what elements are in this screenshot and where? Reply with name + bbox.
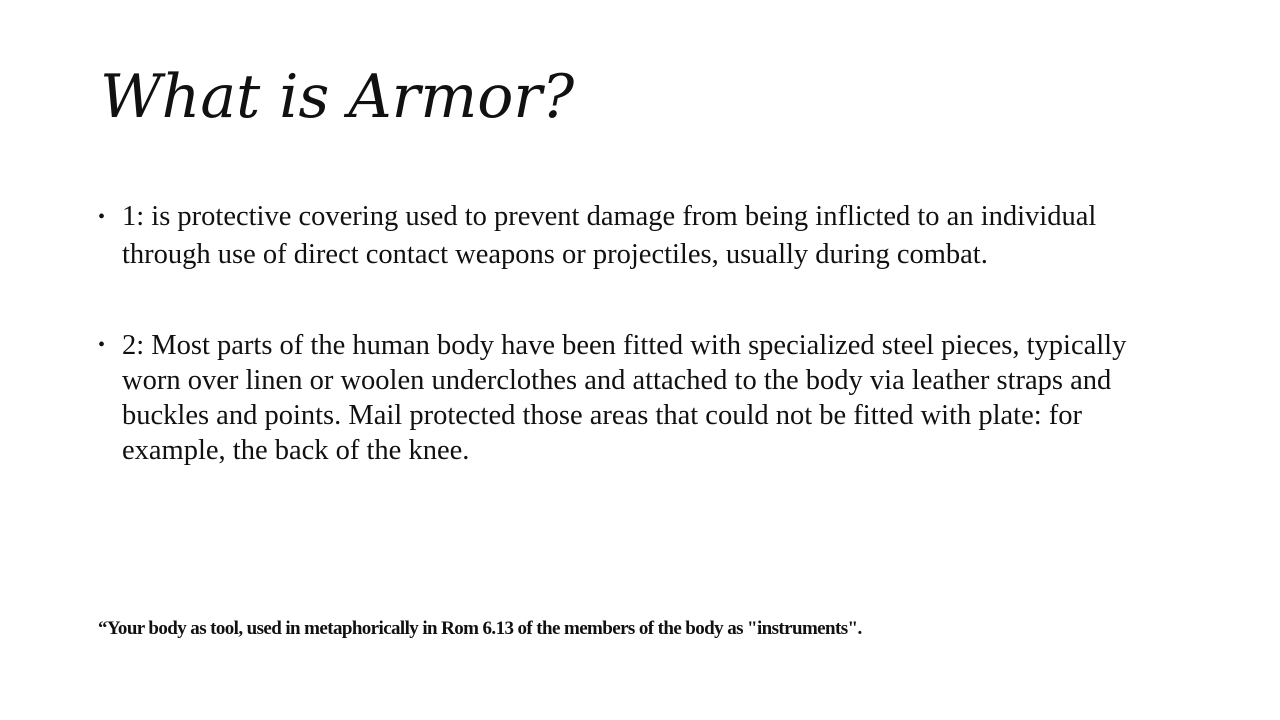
bullet-text: 2: Most parts of the human body have been fitted with specialized steel pieces, typically worn over linen or woolen underclothes and attached to the body via leather straps and buckles and points. Mail protected those areas that could not be fitted with plate: for example, the back of the knee. [122,330,1127,466]
bullet-list [98,198,1188,468]
bullet-item [98,328,1188,468]
bullet-text: 1: is protective covering used to prevent damage from being inflicted to an individual through use of direct contact weapons or projectiles, usually during combat. [122,201,1097,270]
slide-title: What is Armor? [100,62,575,132]
bullet-marker: • [98,206,106,228]
footnote-quote: “Your body as tool, used in metaphorically in Rom 6.13 of the members of the body as "instruments". [98,618,862,639]
bullet-item [98,198,1188,274]
bullet-marker: • [98,334,106,356]
